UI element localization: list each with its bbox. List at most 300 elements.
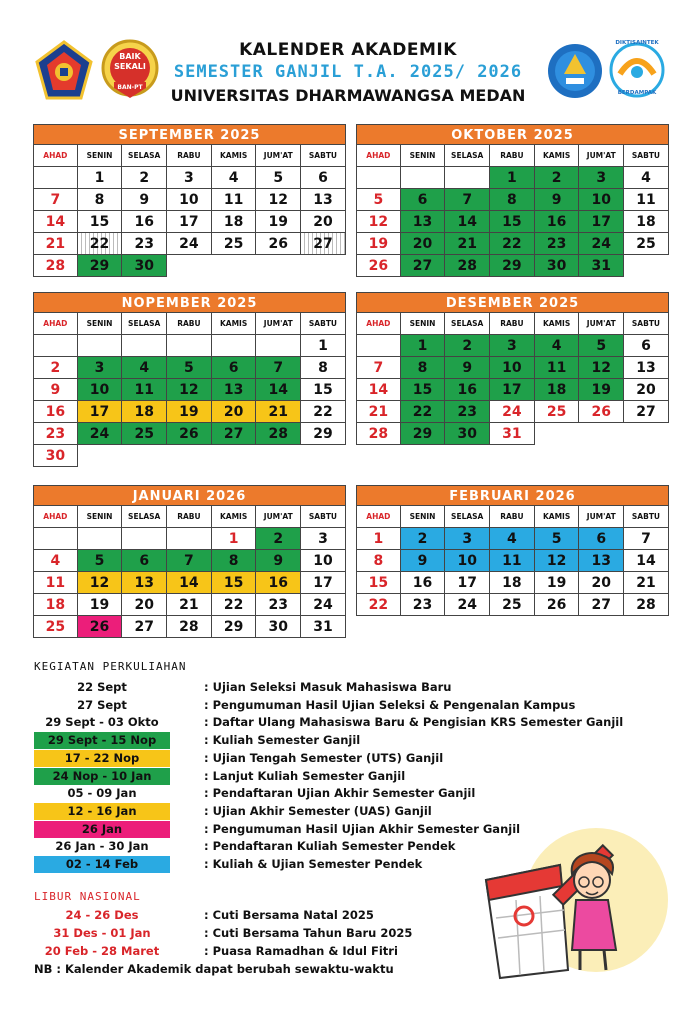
month-title: JANUARI 2026	[33, 485, 346, 506]
libur-date: 24 - 26 Des	[65, 908, 139, 922]
calendar-day: 20	[212, 401, 257, 423]
calendar-day: 6	[122, 550, 167, 572]
calendar-blank-cell	[356, 167, 401, 189]
calendar-day: 6	[401, 189, 446, 211]
calendar-day: 27	[401, 255, 446, 277]
calendar-day: 3	[301, 528, 346, 550]
calendar-blank-cell	[212, 255, 257, 277]
kegiatan-date: 22 Sept	[77, 680, 127, 694]
day-header: KAMIS	[212, 313, 257, 335]
kegiatan-item	[34, 697, 594, 714]
calendar-day: 19	[256, 211, 301, 233]
calendar-blank-cell	[301, 445, 346, 467]
calendar-day: 1	[301, 335, 346, 357]
calendar-day: 21	[167, 594, 212, 616]
day-header: SELASA	[445, 145, 490, 167]
calendar-day: 22	[212, 594, 257, 616]
calendar-day: 14	[256, 379, 301, 401]
berdampak-text: BERDAMPAK	[617, 90, 657, 96]
calendar-day: 2	[33, 357, 78, 379]
calendar-day: 4	[122, 357, 167, 379]
month-grid	[33, 313, 346, 467]
calendar-day: 27	[579, 594, 624, 616]
day-header: RABU	[167, 506, 212, 528]
calendar-day: 20	[624, 379, 669, 401]
day-header: SELASA	[122, 313, 167, 335]
calendar-blank-cell	[256, 335, 301, 357]
badge-text-banpt: BAN-PT	[117, 84, 143, 91]
month-title: OKTOBER 2025	[356, 124, 669, 145]
month-title: DESEMBER 2025	[356, 292, 669, 313]
calendar-day: 3	[445, 528, 490, 550]
calendar-day: 8	[212, 550, 257, 572]
day-header: JUM'AT	[256, 506, 301, 528]
calendar-day: 26	[579, 401, 624, 423]
calendar-day: 13	[301, 189, 346, 211]
calendar-day: 1	[212, 528, 257, 550]
day-header: KAMIS	[212, 145, 257, 167]
calendar-day: 9	[256, 550, 301, 572]
page-header	[0, 34, 696, 114]
calendar-day: 20	[301, 211, 346, 233]
calendar-day: 1	[356, 528, 401, 550]
calendar-day: 4	[490, 528, 535, 550]
calendar-day: 8	[78, 189, 123, 211]
libur-date: 31 Des - 01 Jan	[53, 926, 151, 940]
calendar-day: 24	[301, 594, 346, 616]
calendar-day: 21	[624, 572, 669, 594]
month-calendar	[33, 124, 346, 277]
calendar-day: 7	[256, 357, 301, 379]
kegiatan-item	[34, 768, 594, 785]
calendar-day: 28	[445, 255, 490, 277]
calendar-day: 11	[122, 379, 167, 401]
libur-item	[34, 943, 454, 960]
calendar-day: 15	[490, 211, 535, 233]
calendar-day: 15	[356, 572, 401, 594]
month-calendar	[33, 485, 346, 638]
calendar-day: 21	[33, 233, 78, 255]
calendar-day: 22	[301, 401, 346, 423]
calendar-day: 22	[401, 401, 446, 423]
calendar-blank-cell	[535, 423, 580, 445]
calendar-day: 16	[122, 211, 167, 233]
calendar-day: 20	[579, 572, 624, 594]
calendar-day: 10	[579, 189, 624, 211]
libur-desc: : Cuti Bersama Tahun Baru 2025	[204, 926, 413, 940]
calendar-day: 1	[490, 167, 535, 189]
calendar-day: 13	[212, 379, 257, 401]
calendar-day: 15	[401, 379, 446, 401]
calendar-blank-cell	[401, 167, 446, 189]
day-header: SABTU	[301, 145, 346, 167]
month-title: FEBRUARI 2026	[356, 485, 669, 506]
kegiatan-date: 02 - 14 Feb	[34, 856, 170, 873]
calendar-day: 19	[78, 594, 123, 616]
month-calendar	[356, 124, 669, 277]
day-header: SABTU	[301, 506, 346, 528]
day-header: SENIN	[401, 145, 446, 167]
kegiatan-desc: : Pengumuman Hasil Ujian Seleksi & Pengenalan Kampus	[204, 697, 576, 712]
day-header: SENIN	[78, 313, 123, 335]
calendar-day: 2	[535, 167, 580, 189]
calendar-day: 12	[535, 550, 580, 572]
calendar-blank-cell	[167, 445, 212, 467]
calendar-day: 26	[167, 423, 212, 445]
calendar-day: 26	[256, 233, 301, 255]
calendar-day: 25	[122, 423, 167, 445]
calendar-day: 22	[356, 594, 401, 616]
calendar-day: 14	[167, 572, 212, 594]
calendar-day: 7	[356, 357, 401, 379]
calendar-day: 9	[445, 357, 490, 379]
calendar-day: 28	[356, 423, 401, 445]
kegiatan-desc: : Pengumuman Hasil Ujian Akhir Semester Ganjil	[204, 821, 521, 836]
calendar-day: 23	[256, 594, 301, 616]
calendar-blank-cell	[579, 423, 624, 445]
calendar-day: 24	[579, 233, 624, 255]
kegiatan-item	[34, 679, 594, 696]
calendar-day: 15	[78, 211, 123, 233]
calendar-blank-cell	[256, 255, 301, 277]
calendar-day: 14	[445, 211, 490, 233]
calendar-day: 26	[78, 616, 123, 638]
calendar-day: 15	[301, 379, 346, 401]
libur-item	[34, 907, 454, 924]
calendar-day: 11	[490, 550, 535, 572]
calendar-day: 28	[256, 423, 301, 445]
calendar-day: 6	[212, 357, 257, 379]
day-header: SABTU	[301, 313, 346, 335]
kegiatan-heading: KEGIATAN PERKULIAHAN	[34, 660, 187, 673]
calendar-day: 4	[212, 167, 257, 189]
calendar-day: 13	[122, 572, 167, 594]
calendar-day: 24	[167, 233, 212, 255]
calendar-day: 10	[490, 357, 535, 379]
calendar-day: 29	[490, 255, 535, 277]
month-grid	[33, 145, 346, 277]
month-grid	[356, 506, 669, 616]
calendar-day: 12	[167, 379, 212, 401]
calendar-day: 23	[445, 401, 490, 423]
calendar-day: 2	[122, 167, 167, 189]
calendar-day: 22	[78, 233, 123, 255]
kegiatan-desc: : Kuliah & Ujian Semester Pendek	[204, 857, 423, 871]
day-header: AHAD	[356, 145, 401, 167]
calendar-day: 27	[624, 401, 669, 423]
calendar-day: 5	[167, 357, 212, 379]
calendar-day: 19	[356, 233, 401, 255]
calendar-day: 3	[579, 167, 624, 189]
calendar-blank-cell	[624, 423, 669, 445]
calendar-day: 12	[579, 357, 624, 379]
calendar-day: 19	[167, 401, 212, 423]
day-header: RABU	[167, 145, 212, 167]
calendar-day: 5	[579, 335, 624, 357]
calendar-day: 6	[579, 528, 624, 550]
kegiatan-date: 29 Sept - 03 Okto	[45, 715, 159, 730]
calendar-day: 10	[445, 550, 490, 572]
kegiatan-date: 29 Sept - 15 Nop	[34, 732, 170, 749]
kegiatan-desc: : Kuliah Semester Ganjil	[204, 733, 361, 748]
calendar-day: 16	[33, 401, 78, 423]
calendar-blank-cell	[167, 528, 212, 550]
calendar-blank-cell	[445, 167, 490, 189]
calendar-day: 25	[624, 233, 669, 255]
day-header: JUM'AT	[256, 145, 301, 167]
calendar-day: 17	[579, 211, 624, 233]
diktisaintek-text: DIKTISAINTEK	[615, 40, 659, 46]
day-header: KAMIS	[535, 506, 580, 528]
kegiatan-date: 05 - 09 Jan	[67, 786, 137, 801]
calendar-day: 13	[624, 357, 669, 379]
page-subtitle: SEMESTER GANJIL T.A. 2025/ 2026	[173, 62, 523, 82]
month-calendar	[356, 485, 669, 616]
badge-text-sekali: SEKALI	[114, 62, 146, 71]
calendar-day: 16	[401, 572, 446, 594]
kegiatan-date: 27 Sept	[77, 697, 127, 712]
calendar-day: 18	[490, 572, 535, 594]
calendar-day: 25	[212, 233, 257, 255]
calendar-day: 27	[301, 233, 346, 255]
calendar-blank-cell	[78, 445, 123, 467]
kegiatan-item	[34, 803, 594, 820]
calendar-blank-cell	[33, 528, 78, 550]
calendar-day: 11	[535, 357, 580, 379]
day-header: RABU	[167, 313, 212, 335]
calendar-day: 21	[356, 401, 401, 423]
day-header: SELASA	[445, 313, 490, 335]
day-header: JUM'AT	[256, 313, 301, 335]
calendar-blank-cell	[122, 335, 167, 357]
calendar-day: 30	[256, 616, 301, 638]
calendar-day: 24	[445, 594, 490, 616]
diktisaintek-logo	[608, 38, 666, 102]
calendar-day: 30	[535, 255, 580, 277]
kegiatan-item	[34, 732, 594, 749]
calendar-blank-cell	[122, 445, 167, 467]
day-header: JUM'AT	[579, 145, 624, 167]
day-header: AHAD	[356, 506, 401, 528]
calendar-day: 2	[445, 335, 490, 357]
calendar-day: 3	[167, 167, 212, 189]
day-header: SENIN	[78, 145, 123, 167]
calendar-day: 11	[624, 189, 669, 211]
kegiatan-item	[34, 714, 624, 731]
kegiatan-desc: : Pendaftaran Kuliah Semester Pendek	[204, 839, 456, 854]
calendar-day: 7	[33, 189, 78, 211]
calendar-day: 18	[212, 211, 257, 233]
calendar-day: 5	[78, 550, 123, 572]
calendar-day: 4	[535, 335, 580, 357]
calendar-day: 7	[624, 528, 669, 550]
calendar-day: 9	[535, 189, 580, 211]
calendar-day: 12	[78, 572, 123, 594]
kegiatan-desc: : Pendaftaran Ujian Akhir Semester Ganjil	[204, 786, 476, 801]
month-calendar	[356, 292, 669, 445]
calendar-day: 19	[535, 572, 580, 594]
calendar-day: 4	[33, 550, 78, 572]
calendar-day: 1	[78, 167, 123, 189]
calendar-day: 16	[535, 211, 580, 233]
calendar-day: 2	[256, 528, 301, 550]
calendar-day: 25	[33, 616, 78, 638]
calendar-day: 25	[535, 401, 580, 423]
calendar-day: 1	[401, 335, 446, 357]
calendar-day: 21	[445, 233, 490, 255]
day-header: JUM'AT	[579, 506, 624, 528]
day-header: SELASA	[445, 506, 490, 528]
calendar-day: 13	[401, 211, 446, 233]
day-header: AHAD	[33, 506, 78, 528]
kegiatan-date: 26 Jan - 30 Jan	[55, 839, 149, 854]
calendar-day: 19	[579, 379, 624, 401]
calendar-day: 27	[212, 423, 257, 445]
calendar-day: 15	[212, 572, 257, 594]
day-header: SELASA	[122, 506, 167, 528]
calendar-day: 31	[579, 255, 624, 277]
day-header: SABTU	[624, 145, 669, 167]
calendar-day: 13	[579, 550, 624, 572]
day-header: KAMIS	[535, 313, 580, 335]
calendar-blank-cell	[33, 335, 78, 357]
calendar-day: 28	[167, 616, 212, 638]
calendar-day: 24	[78, 423, 123, 445]
calendar-day: 26	[535, 594, 580, 616]
calendar-day: 30	[445, 423, 490, 445]
badge-text-baik: BAIK	[119, 52, 141, 61]
calendar-day: 31	[301, 616, 346, 638]
university-name: UNIVERSITAS DHARMAWANGSA MEDAN	[170, 86, 526, 105]
calendar-day: 14	[33, 211, 78, 233]
calendar-day: 11	[212, 189, 257, 211]
kegiatan-desc: : Ujian Seleksi Masuk Mahasiswa Baru	[204, 680, 452, 694]
month-grid	[356, 145, 669, 277]
calendar-blank-cell	[33, 167, 78, 189]
calendar-day: 18	[624, 211, 669, 233]
calendar-day: 23	[401, 594, 446, 616]
calendar-day: 10	[301, 550, 346, 572]
calendar-day: 25	[490, 594, 535, 616]
calendar-blank-cell	[122, 528, 167, 550]
calendar-blank-cell	[212, 335, 257, 357]
month-grid	[33, 506, 346, 638]
day-header: AHAD	[356, 313, 401, 335]
day-header: AHAD	[33, 313, 78, 335]
calendar-day: 14	[624, 550, 669, 572]
calendar-day: 9	[122, 189, 167, 211]
calendar-day: 3	[78, 357, 123, 379]
calendar-day: 6	[301, 167, 346, 189]
calendar-day: 3	[490, 335, 535, 357]
day-header: SENIN	[78, 506, 123, 528]
calendar-day: 18	[122, 401, 167, 423]
calendar-blank-cell	[301, 255, 346, 277]
calendar-day: 28	[33, 255, 78, 277]
calendar-day: 29	[212, 616, 257, 638]
calendar-day: 5	[256, 167, 301, 189]
calendar-day: 9	[33, 379, 78, 401]
calendar-blank-cell	[256, 445, 301, 467]
girl-calendar-illustration-icon	[476, 820, 676, 980]
calendar-day: 11	[33, 572, 78, 594]
kegiatan-desc: : Ujian Akhir Semester (UAS) Ganjil	[204, 803, 432, 818]
calendar-day: 17	[490, 379, 535, 401]
calendar-day: 12	[256, 189, 301, 211]
kegiatan-item	[34, 750, 594, 767]
calendar-day: 16	[445, 379, 490, 401]
libur-desc: : Puasa Ramadhan & Idul Fitri	[204, 944, 398, 958]
day-header: SELASA	[122, 145, 167, 167]
calendar-day: 23	[535, 233, 580, 255]
calendar-day: 10	[78, 379, 123, 401]
kegiatan-date: 12 - 16 Jan	[34, 803, 170, 820]
page-title: KALENDER AKADEMIK	[239, 40, 457, 60]
calendar-day: 4	[624, 167, 669, 189]
calendar-day: 8	[401, 357, 446, 379]
calendar-day: 8	[490, 189, 535, 211]
month-calendar	[33, 292, 346, 467]
calendar-day: 5	[535, 528, 580, 550]
calendar-day: 26	[356, 255, 401, 277]
calendar-day: 14	[356, 379, 401, 401]
day-header: SABTU	[624, 506, 669, 528]
kegiatan-desc: : Daftar Ulang Mahasiswa Baru & Pengisian KRS Semester Ganjil	[204, 715, 624, 730]
calendar-day: 8	[301, 357, 346, 379]
kegiatan-date: 26 Jan	[34, 821, 170, 838]
day-header: RABU	[490, 506, 535, 528]
calendar-day: 22	[490, 233, 535, 255]
libur-heading: LIBUR NASIONAL	[34, 890, 141, 903]
calendar-day: 18	[33, 594, 78, 616]
libur-item	[34, 925, 454, 942]
calendar-day: 6	[624, 335, 669, 357]
calendar-day: 28	[624, 594, 669, 616]
calendar-blank-cell	[167, 335, 212, 357]
calendar-day: 8	[356, 550, 401, 572]
kegiatan-date: 17 - 22 Nop	[34, 750, 170, 767]
month-grid	[356, 313, 669, 445]
footnote: NB : Kalender Akademik dapat berubah sewaktu-waktu	[34, 962, 394, 976]
calendar-blank-cell	[356, 335, 401, 357]
calendar-day: 2	[401, 528, 446, 550]
calendar-day: 9	[401, 550, 446, 572]
calendar-day: 17	[445, 572, 490, 594]
month-title: NOPEMBER 2025	[33, 292, 346, 313]
calendar-day: 17	[301, 572, 346, 594]
calendar-day: 29	[301, 423, 346, 445]
kegiatan-desc: : Ujian Tengah Semester (UTS) Ganjil	[204, 750, 444, 765]
calendar-day: 20	[122, 594, 167, 616]
calendar-day: 29	[401, 423, 446, 445]
calendar-day: 17	[78, 401, 123, 423]
calendar-day: 23	[122, 233, 167, 255]
kegiatan-item	[34, 785, 594, 802]
libur-desc: : Cuti Bersama Natal 2025	[204, 908, 374, 922]
calendar-day: 24	[490, 401, 535, 423]
calendar-day: 27	[122, 616, 167, 638]
calendar-day: 23	[33, 423, 78, 445]
calendar-day: 20	[401, 233, 446, 255]
day-header: JUM'AT	[579, 313, 624, 335]
calendar-day: 12	[356, 211, 401, 233]
calendar-day: 17	[167, 211, 212, 233]
calendar-day: 16	[256, 572, 301, 594]
calendar-blank-cell	[212, 445, 257, 467]
kegiatan-desc: : Lanjut Kuliah Semester Ganjil	[204, 768, 406, 783]
calendar-day: 10	[167, 189, 212, 211]
calendar-blank-cell	[78, 528, 123, 550]
